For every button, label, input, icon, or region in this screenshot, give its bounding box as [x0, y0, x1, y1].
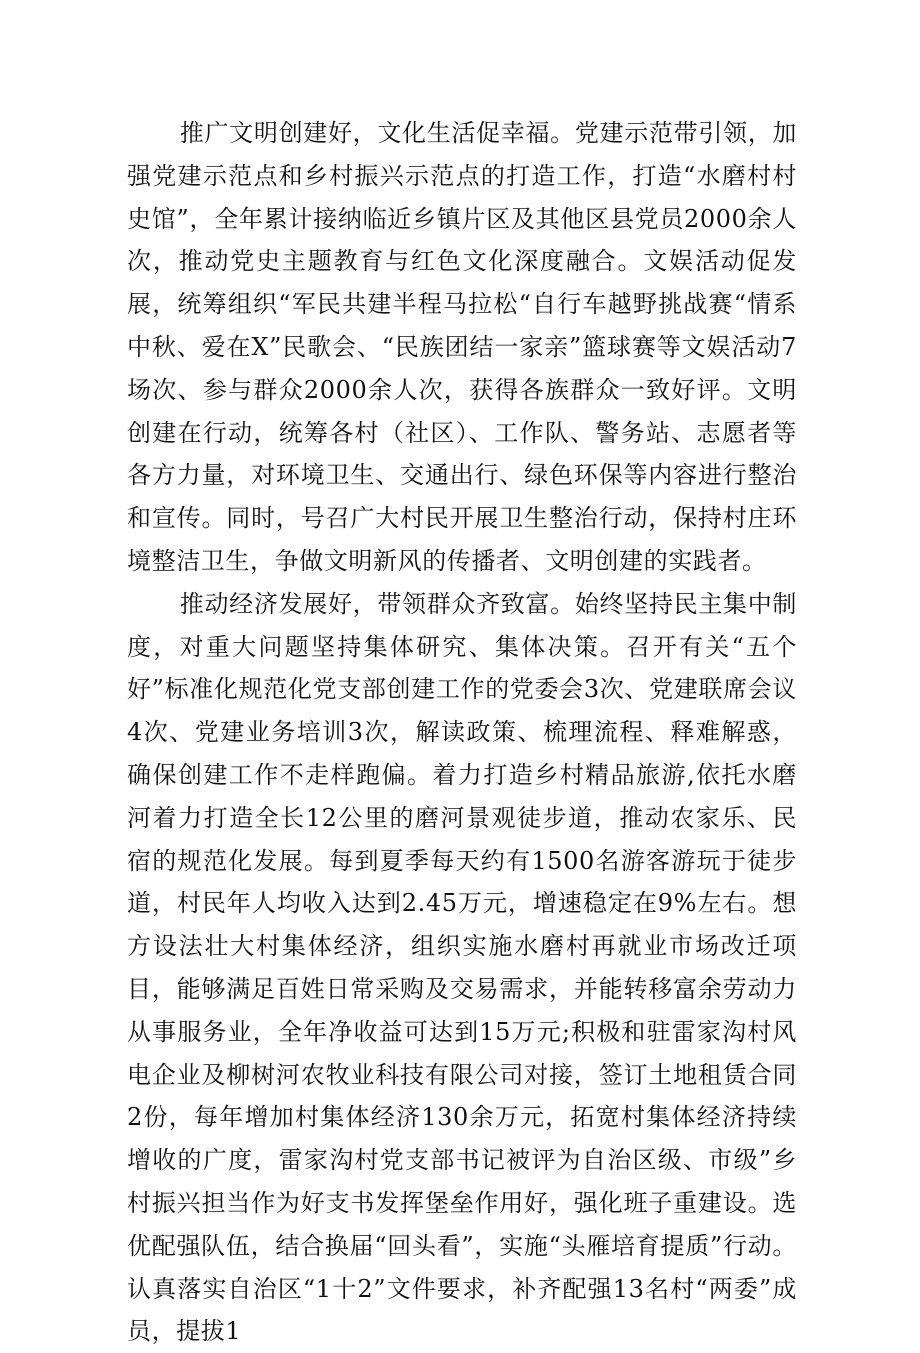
paragraph-culture: 推广文明创建好，文化生活促幸福。党建示范带引领，加强党建示范点和乡村振兴示范点的打造工作，打造“水磨村村史馆”，全年累计接纳临近乡镇片区及其他区县党员2000余人次，推动党史主题教育与红色文化深度融合。文娱活动促发展，统筹组织“军民共建半程马拉松“自行车越野挑战赛“情系中秋、爱在X”民歌会、“民族团结一家亲”篮球赛等文娱活动7场次、参与群众2000余人次，获得各族群众一致好评。文明创建在行动，统筹各村（社区）、工作队、警务站、志愿者等各方力量，对环境卫生、交通出行、绿色环保等内容进行整治和宣传。同时，号召广大村民开展卫生整治行动，保持村庄环境整洁卫生，争做文明新风的传播者、文明创建的实践者。 [127, 119, 797, 575]
paragraph-economy: 推动经济发展好，带领群众齐致富。始终坚持民主集中制度，对重大问题坚持集体研究、集体决策。召开有关“五个好”标准化规范化党支部创建工作的党委会3次、党建联席会议4次、党建业务培训3次，解读政策、梳理流程、释难解惑，确保创建工作不走样跑偏。着力打造乡村精品旅游,依托水磨河着力打造全长12公里的磨河景观徒步道，推动农家乐、民宿的规范化发展。每到夏季每天约有1500名游客游玩于徒步道，村民年人均收入达到2.45万元，增速稳定在9%左右。想方设法壮大村集体经济，组织实施水磨村再就业市场改迁项目，能够满足百姓日常采购及交易需求，并能转移富余劳动力从事服务业，全年净收益可达到15万元;积极和驻雷家沟村风电企业及柳树河农牧业科技有限公司对接，签订土地租赁合同2份，每年增加村集体经济130余万元，拓宽村集体经济持续增收的广度，雷家沟村党支部书记被评为自治区级、市级”乡村振兴担当作为好支书发挥堡垒作用好，强化班子重建设。选优配强队伍，结合换届“回头看”，实施“头雁培育提质”行动。认真落实自治区“1十2”文件要求，补齐配强13名村“两委”成员，提拔1 [127, 589, 797, 1346]
document-body [127, 112, 797, 1353]
